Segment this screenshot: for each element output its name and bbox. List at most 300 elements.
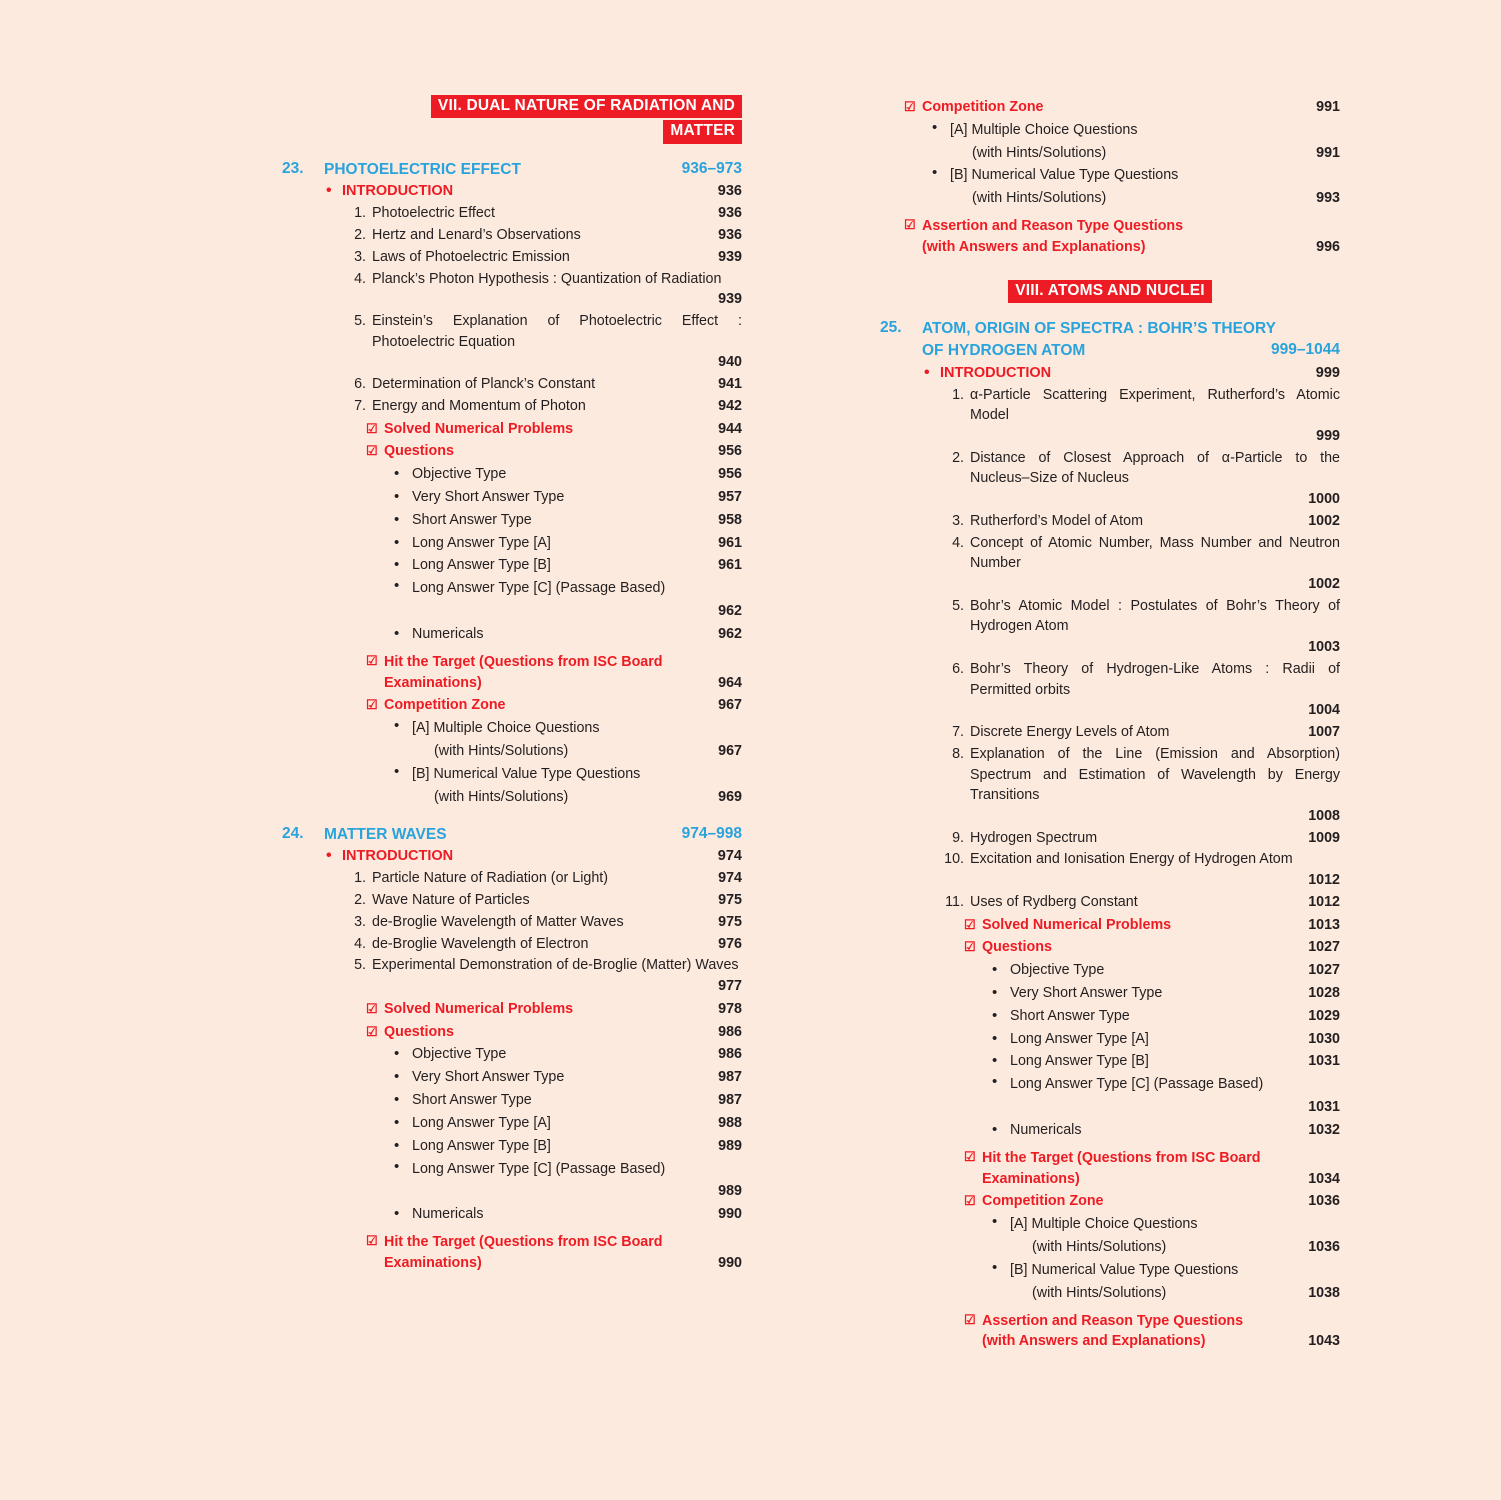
sub-item-label: Long Answer Type [C] (Passage Based): [412, 1160, 666, 1177]
bullet-icon: •: [394, 1113, 400, 1131]
sub-item-label: Short Answer Type: [412, 511, 532, 528]
sub-item[interactable]: [282, 763, 742, 809]
toc-entry[interactable]: [282, 269, 742, 310]
checkbox-icon: ☑: [366, 1023, 378, 1039]
checklist-label: Competition Zone: [384, 697, 506, 714]
checklist-label: Questions: [384, 443, 454, 460]
sub-item[interactable]: [880, 1028, 1340, 1051]
entry-title: Explanation of the Line (Emission and Absorption) Spectrum and Estimation of Wavelength by Energy Transitions: [970, 745, 1340, 804]
sub-item-label: Short Answer Type: [1010, 1007, 1130, 1024]
sub-item-label-line-2: (with Hints/Solutions): [434, 788, 569, 805]
checklist-label-line-2: Examinations): [384, 674, 482, 691]
checklist-label: Questions: [982, 939, 1052, 956]
bullet-icon: •: [992, 1006, 998, 1024]
part-banner-line-2: MATTER: [663, 120, 742, 143]
sub-item[interactable]: [282, 1043, 742, 1066]
introduction-label: INTRODUCTION: [342, 848, 454, 865]
sub-item[interactable]: [282, 554, 742, 577]
introduction-row: [282, 848, 742, 864]
entry-number: 1.: [952, 386, 964, 403]
entry-number: 7.: [354, 397, 366, 414]
checklist-label-line-2: Examinations): [982, 1170, 1080, 1187]
introduction-row: [880, 365, 1340, 381]
sub-item[interactable]: [282, 623, 742, 646]
chapter-title-line-2: OF HYDROGEN ATOM: [922, 341, 1086, 359]
sub-item-page: 1032: [1308, 1122, 1340, 1139]
entry-number: 1.: [354, 205, 366, 222]
chapter-number: 25.: [880, 318, 902, 336]
bullet-icon: •: [394, 1068, 400, 1086]
sub-item[interactable]: [880, 1259, 1340, 1305]
entry-title: de-Broglie Wavelength of Matter Waves: [372, 913, 624, 930]
checkbox-icon: ☑: [366, 1000, 378, 1016]
toc-entry[interactable]: [880, 722, 1340, 743]
sub-item[interactable]: [282, 1112, 742, 1135]
checkbox-icon: ☑: [366, 1233, 378, 1249]
entry-page: 976: [718, 935, 742, 952]
checklist-page: 996: [1316, 238, 1340, 255]
toc-entry[interactable]: [880, 385, 1340, 447]
entry-number: 4.: [952, 534, 964, 551]
chapter-number: 24.: [282, 824, 304, 842]
toc-entry[interactable]: [880, 892, 1340, 913]
bullet-icon: •: [394, 1136, 400, 1154]
toc-entry[interactable]: [880, 659, 1340, 721]
entry-page: 974: [718, 870, 742, 887]
introduction-label: INTRODUCTION: [342, 183, 454, 200]
sub-item-label-line-2: (with Hints/Solutions): [972, 144, 1107, 161]
checkbox-icon: ☑: [964, 916, 976, 932]
introduction-row: [282, 183, 742, 199]
entry-page: 939: [718, 248, 742, 265]
entry-number: 6.: [952, 660, 964, 677]
chapter-heading-23[interactable]: [282, 160, 742, 180]
left-column: [282, 95, 742, 1275]
introduction-label: INTRODUCTION: [940, 364, 1052, 381]
entry-title: Discrete Energy Levels of Atom: [970, 724, 1170, 741]
chapter-title-line-1: ATOM, ORIGIN OF SPECTRA : BOHR’S THEORY: [922, 319, 1276, 337]
toc-entry[interactable]: [282, 912, 742, 933]
sub-item-page: 1030: [1308, 1030, 1340, 1047]
sub-item-label: Long Answer Type [A]: [1010, 1030, 1149, 1047]
sub-item-label: Long Answer Type [B]: [412, 1137, 551, 1154]
checklist-row[interactable]: [282, 419, 742, 440]
entry-title: Hertz and Lenard’s Observations: [372, 227, 581, 244]
sub-item-page: 1038: [1308, 1284, 1340, 1301]
checklist-row[interactable]: [282, 1022, 742, 1043]
sub-item-label: Long Answer Type [C] (Passage Based): [412, 580, 666, 597]
toc-entry[interactable]: [880, 828, 1340, 849]
sub-item-label: Very Short Answer Type: [412, 1069, 565, 1086]
sub-item-label: Objective Type: [412, 465, 507, 482]
chapter-page-range: 999–1044: [1271, 340, 1340, 358]
entry-number: 3.: [354, 913, 366, 930]
bullet-icon: •: [394, 464, 400, 482]
entry-title: de-Broglie Wavelength of Electron: [372, 935, 589, 952]
chapter-page-range: 974–998: [681, 824, 742, 842]
checklist-page: 978: [718, 1000, 742, 1017]
toc-entry[interactable]: [880, 448, 1340, 510]
bullet-icon: •: [992, 983, 998, 1001]
entry-number: 1.: [354, 870, 366, 887]
entry-number: 8.: [952, 745, 964, 762]
bullet-icon: •: [394, 1157, 400, 1175]
bullet-icon: •: [394, 1205, 400, 1223]
entry-number: 4.: [354, 270, 366, 287]
bullet-icon: •: [394, 1090, 400, 1108]
sub-item-label-line-1: [A] Multiple Choice Questions: [950, 121, 1138, 138]
checklist-page: 1013: [1308, 916, 1340, 933]
checkbox-icon: ☑: [904, 217, 916, 233]
checklist-row-hit-the-target[interactable]: [880, 1148, 1340, 1189]
chapter-title: PHOTOELECTRIC EFFECT: [324, 160, 521, 178]
entry-title: Particle Nature of Radiation (or Light): [372, 870, 609, 887]
sub-item[interactable]: [282, 509, 742, 532]
chapter-heading-25[interactable]: [880, 319, 1340, 361]
checkbox-icon: ☑: [366, 697, 378, 713]
entry-number: 2.: [354, 892, 366, 909]
checkbox-icon: ☑: [366, 652, 378, 668]
entry-number: 5.: [354, 312, 366, 329]
sub-item-page: 961: [718, 557, 742, 574]
checklist-page: 990: [718, 1254, 742, 1271]
entry-page: 1000: [1308, 491, 1340, 508]
entry-title: Bohr’s Theory of Hydrogen-Like Atoms : Radii of Permitted orbits: [970, 660, 1340, 698]
sub-item-label: Objective Type: [412, 1046, 507, 1063]
bullet-icon: •: [992, 960, 998, 978]
sub-item-label-line-2: (with Hints/Solutions): [972, 190, 1107, 207]
entry-title: Laws of Photoelectric Emission: [372, 248, 570, 265]
bullet-icon: •: [992, 1073, 998, 1091]
checkbox-icon: ☑: [366, 443, 378, 459]
sub-item-label-line-2: (with Hints/Solutions): [434, 743, 569, 760]
bullet-icon: •: [394, 1045, 400, 1063]
checklist-row-assertion-and-reason[interactable]: [880, 1311, 1340, 1352]
toc-entry[interactable]: [880, 849, 1340, 890]
two-column-layout: [166, 0, 1340, 1500]
sub-item-label: Very Short Answer Type: [1010, 984, 1163, 1001]
entry-number: 4.: [354, 935, 366, 952]
checkbox-icon: ☑: [964, 1311, 976, 1327]
entry-title: Concept of Atomic Number, Mass Number and Neutron Number: [970, 534, 1340, 572]
checklist-page: 1027: [1308, 939, 1340, 956]
entry-number: 11.: [945, 893, 964, 910]
toc-entry[interactable]: [880, 744, 1340, 827]
sub-item[interactable]: [880, 164, 1340, 210]
bullet-icon: •: [326, 847, 332, 865]
document-page: [166, 0, 1340, 1500]
checklist-label-line-2: Examinations): [384, 1254, 482, 1271]
bullet-icon: •: [394, 510, 400, 528]
bullet-icon: •: [924, 363, 930, 381]
sub-item-label-line-1: [B] Numerical Value Type Questions: [950, 167, 1179, 184]
checklist-label: Solved Numerical Problems: [982, 916, 1172, 933]
toc-entry[interactable]: [880, 533, 1340, 595]
sub-item-label: Long Answer Type [B]: [1010, 1053, 1149, 1070]
bullet-icon: •: [394, 717, 400, 735]
toc-entry[interactable]: [282, 225, 742, 246]
entry-page: 1002: [1308, 576, 1340, 593]
sub-item-page: 986: [718, 1046, 742, 1063]
entry-page: 1004: [1308, 702, 1340, 719]
part-banner-line-1: VII. DUAL NATURE OF RADIATION AND: [431, 95, 742, 118]
sub-item-page: 989: [718, 1183, 742, 1200]
sub-item-label: Short Answer Type: [412, 1091, 532, 1108]
checklist-row-competition-zone[interactable]: [282, 695, 742, 716]
entry-title: Excitation and Ionisation Energy of Hydrogen Atom: [970, 851, 1293, 868]
entry-number: 3.: [354, 248, 366, 265]
sub-item[interactable]: [282, 717, 742, 763]
entry-title: Distance of Closest Approach of α-Particle to the Nucleus–Size of Nucleus: [970, 449, 1340, 487]
entry-page: 936: [718, 227, 742, 244]
sub-item-page: 988: [718, 1114, 742, 1131]
sub-item-page: 1036: [1308, 1239, 1340, 1256]
sub-item-label: Numericals: [1010, 1122, 1082, 1139]
checklist-label-line-1: Assertion and Reason Type Questions: [922, 218, 1184, 235]
entry-page: 939: [718, 291, 742, 308]
checklist-page: 964: [718, 674, 742, 691]
sub-item-page: 957: [718, 488, 742, 505]
checklist-label: Questions: [384, 1023, 454, 1040]
sub-item-label: Objective Type: [1010, 961, 1105, 978]
sub-item-page: 993: [1316, 190, 1340, 207]
entry-title: Rutherford’s Model of Atom: [970, 512, 1143, 529]
entry-number: 5.: [952, 597, 964, 614]
checklist-page: 944: [718, 420, 742, 437]
sub-item-label: Very Short Answer Type: [412, 488, 565, 505]
sub-item-page: 1031: [1308, 1053, 1340, 1070]
checklist-row-assertion-and-reason[interactable]: [880, 216, 1340, 257]
sub-item-label-line-1: [B] Numerical Value Type Questions: [412, 765, 641, 782]
toc-entry[interactable]: [282, 396, 742, 417]
checklist-page: 1034: [1308, 1170, 1340, 1187]
bullet-icon: •: [992, 1052, 998, 1070]
sub-item-page: 987: [718, 1091, 742, 1108]
sub-item-page: 1029: [1308, 1007, 1340, 1024]
checklist-label-line-1: Hit the Target (Questions from ISC Board: [384, 653, 663, 670]
entry-number: 10.: [944, 851, 964, 868]
bullet-icon: •: [992, 1258, 998, 1276]
checklist-row-competition-zone[interactable]: [880, 1191, 1340, 1212]
checkbox-icon: ☑: [964, 1193, 976, 1209]
chapter-number: 23.: [282, 159, 304, 177]
checklist-row[interactable]: [282, 441, 742, 462]
introduction-page: 936: [717, 183, 742, 200]
toc-entry[interactable]: [282, 890, 742, 911]
sub-item[interactable]: [880, 119, 1340, 165]
sub-item[interactable]: [282, 486, 742, 509]
checklist-label-line-1: Hit the Target (Questions from ISC Board: [982, 1149, 1261, 1166]
part-banner-viii: [880, 280, 1340, 303]
entry-number: 5.: [354, 957, 366, 974]
toc-entry[interactable]: [880, 511, 1340, 532]
sub-item[interactable]: [880, 1073, 1340, 1119]
checklist-row-hit-the-target[interactable]: [282, 652, 742, 693]
entry-title: Planck’s Photon Hypothesis : Quantization of Radiation: [372, 270, 722, 287]
sub-item-page: 991: [1316, 144, 1340, 161]
sub-item[interactable]: [880, 959, 1340, 982]
entry-number: 2.: [952, 449, 964, 466]
introduction-page: 974: [717, 848, 742, 865]
sub-item-page: 969: [718, 788, 742, 805]
checklist-page: 991: [1316, 99, 1340, 115]
bullet-icon: •: [932, 164, 938, 182]
checklist-label: Competition Zone: [982, 1193, 1104, 1210]
checklist-label-line-1: Assertion and Reason Type Questions: [982, 1312, 1244, 1329]
sub-item[interactable]: [282, 1089, 742, 1112]
introduction-page: 999: [1315, 364, 1340, 381]
toc-entry[interactable]: [282, 203, 742, 224]
bullet-icon: •: [992, 1029, 998, 1047]
sub-item-label-line-1: [B] Numerical Value Type Questions: [1010, 1261, 1239, 1278]
entry-number: 3.: [952, 512, 964, 529]
sub-item[interactable]: [282, 1135, 742, 1158]
checklist-page: 967: [718, 697, 742, 714]
bullet-icon: •: [394, 762, 400, 780]
toc-entry[interactable]: [282, 374, 742, 395]
toc-entry[interactable]: [880, 596, 1340, 658]
entry-page: 1003: [1308, 639, 1340, 656]
entry-title: Bohr’s Atomic Model : Postulates of Bohr’s Theory of Hydrogen Atom: [970, 597, 1340, 635]
toc-entry[interactable]: [282, 868, 742, 889]
right-column: [880, 95, 1340, 1353]
bullet-icon: •: [992, 1121, 998, 1139]
entry-title: Uses of Rydberg Constant: [970, 893, 1138, 910]
sub-item[interactable]: [880, 1005, 1340, 1028]
sub-item-label: Long Answer Type [A]: [412, 534, 551, 551]
bullet-icon: •: [394, 487, 400, 505]
entry-title: Photoelectric Effect: [372, 205, 495, 222]
sub-item-page: 1031: [1308, 1099, 1340, 1116]
entry-page: 1012: [1308, 893, 1340, 910]
entry-title: Einstein’s Explanation of Photoelectric Effect : Photoelectric Equation: [372, 312, 742, 350]
sub-item[interactable]: [880, 1050, 1340, 1073]
entry-title: α-Particle Scattering Experiment, Rutherford’s Atomic Model: [970, 386, 1340, 424]
sub-item[interactable]: [282, 1158, 742, 1204]
entry-title: Determination of Planck’s Constant: [372, 376, 596, 393]
sub-item-label: Long Answer Type [B]: [412, 557, 551, 574]
toc-entry[interactable]: [282, 955, 742, 996]
entry-page: 999: [1316, 428, 1340, 445]
entry-page: 936: [718, 205, 742, 222]
sub-item[interactable]: [880, 1213, 1340, 1259]
checklist-label-line-2: (with Answers and Explanations): [922, 238, 1146, 255]
checklist-page: 1036: [1308, 1193, 1340, 1210]
sub-item-label: Long Answer Type [A]: [412, 1114, 551, 1131]
bullet-icon: •: [394, 556, 400, 574]
checkbox-icon: ☑: [964, 939, 976, 955]
entry-page: 975: [718, 892, 742, 909]
sub-item-label-line-2: (with Hints/Solutions): [1032, 1284, 1167, 1301]
checkbox-icon: ☑: [904, 99, 916, 114]
entry-page: 1007: [1308, 724, 1340, 741]
sub-item-page: 962: [718, 626, 742, 643]
entry-title: Energy and Momentum of Photon: [372, 397, 586, 414]
bullet-icon: •: [394, 533, 400, 551]
part-banner-vii: [282, 95, 742, 144]
entry-number: 6.: [354, 376, 366, 393]
checkbox-icon: ☑: [366, 420, 378, 436]
part-banner-line-1: VIII. ATOMS AND NUCLEI: [1008, 280, 1212, 303]
checkbox-icon: ☑: [964, 1148, 976, 1164]
bullet-icon: •: [992, 1213, 998, 1231]
entry-number: 2.: [354, 227, 366, 244]
entry-page: 1012: [1308, 872, 1340, 889]
sub-item-page: 1027: [1308, 961, 1340, 978]
bullet-icon: •: [326, 182, 332, 200]
entry-title: Experimental Demonstration of de-Broglie (Matter) Waves: [372, 957, 739, 974]
sub-item-page: 961: [718, 534, 742, 551]
sub-item[interactable]: [282, 1203, 742, 1226]
checklist-label-line-2: (with Answers and Explanations): [982, 1333, 1206, 1350]
entry-page: 977: [718, 978, 742, 995]
entry-number: 7.: [952, 724, 964, 741]
entry-page: 941: [718, 376, 742, 393]
entry-title: Wave Nature of Particles: [372, 892, 530, 909]
entry-number: 9.: [952, 829, 964, 846]
sub-item-page: 967: [718, 743, 742, 760]
sub-item[interactable]: [282, 532, 742, 555]
sub-item-label: Numericals: [412, 626, 484, 643]
checklist-label: Competition Zone: [922, 99, 1044, 115]
sub-item-page: 958: [718, 511, 742, 528]
checklist-row[interactable]: [880, 937, 1340, 958]
entry-page: 1009: [1308, 829, 1340, 846]
checklist-row[interactable]: [880, 915, 1340, 936]
sub-item-page: 990: [718, 1206, 742, 1223]
toc-entry[interactable]: [282, 934, 742, 955]
sub-item-label-line-1: [A] Multiple Choice Questions: [1010, 1216, 1198, 1233]
sub-item-page: 989: [718, 1137, 742, 1154]
checklist-label: Solved Numerical Problems: [384, 1000, 574, 1017]
entry-page: 1002: [1308, 512, 1340, 529]
bullet-icon: •: [932, 118, 938, 136]
sub-item-label: Numericals: [412, 1206, 484, 1223]
checklist-row-hit-the-target[interactable]: [282, 1232, 742, 1273]
chapter-title: MATTER WAVES: [324, 825, 447, 843]
sub-item-page: 987: [718, 1069, 742, 1086]
checklist-page: 1043: [1308, 1333, 1340, 1350]
entry-page: 1008: [1308, 807, 1340, 824]
sub-item-label-line-2: (with Hints/Solutions): [1032, 1239, 1167, 1256]
sub-item-page: 1028: [1308, 984, 1340, 1001]
sub-item-label: Long Answer Type [C] (Passage Based): [1010, 1076, 1264, 1093]
entry-title: Hydrogen Spectrum: [970, 829, 1098, 846]
sub-item-label-line-1: [A] Multiple Choice Questions: [412, 720, 600, 737]
sub-item-page: 962: [718, 603, 742, 620]
entry-page: 942: [718, 397, 742, 414]
sub-item[interactable]: [282, 463, 742, 486]
sub-item[interactable]: [880, 982, 1340, 1005]
sub-item[interactable]: [880, 1119, 1340, 1142]
checklist-label-line-1: Hit the Target (Questions from ISC Board: [384, 1234, 663, 1251]
toc-entry[interactable]: [282, 311, 742, 373]
chapter-page-range: 936–973: [681, 159, 742, 177]
checklist-row-competition-zone[interactable]: [880, 97, 1340, 118]
checklist-label: Solved Numerical Problems: [384, 420, 574, 437]
checklist-row[interactable]: [282, 999, 742, 1020]
toc-entry[interactable]: [282, 247, 742, 268]
sub-item[interactable]: [282, 1066, 742, 1089]
entry-page: 975: [718, 913, 742, 930]
sub-item-page: 956: [718, 465, 742, 482]
checklist-page: 986: [718, 1023, 742, 1040]
entry-page: 940: [718, 354, 742, 371]
bullet-icon: •: [394, 625, 400, 643]
sub-item[interactable]: [282, 577, 742, 623]
chapter-heading-24[interactable]: [282, 825, 742, 845]
checklist-page: 956: [718, 443, 742, 460]
